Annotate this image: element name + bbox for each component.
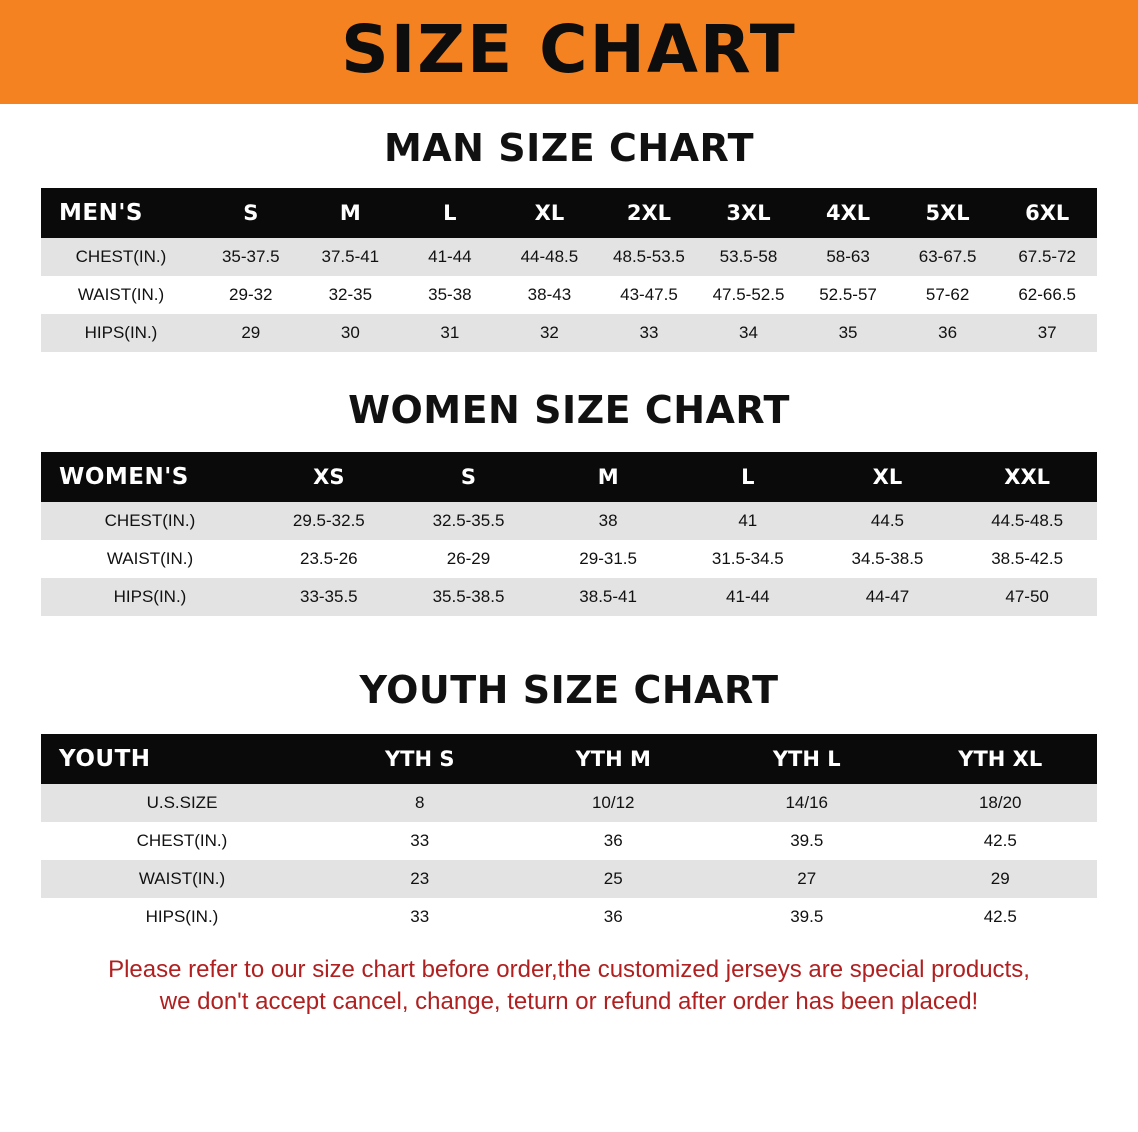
- cell: 41: [678, 502, 818, 540]
- banner-title: SIZE CHART: [341, 11, 797, 88]
- col-header-xxl: XXL: [957, 452, 1097, 502]
- cell: 32.5-35.5: [399, 502, 539, 540]
- man-size-table: [41, 188, 1097, 352]
- col-header-mens: MEN'S: [41, 188, 201, 238]
- cell: 29: [201, 314, 301, 352]
- cell: 34.5-38.5: [818, 540, 958, 578]
- cell: 35-38: [400, 276, 500, 314]
- cell: 31: [400, 314, 500, 352]
- cell: 57-62: [898, 276, 998, 314]
- cell: 35: [798, 314, 898, 352]
- cell: 36: [517, 898, 711, 936]
- cell: 33: [599, 314, 699, 352]
- table-row: [41, 540, 1097, 578]
- col-header-s: S: [201, 188, 301, 238]
- table-row: [41, 578, 1097, 616]
- col-header-s: S: [399, 452, 539, 502]
- women-size-table: [41, 452, 1097, 616]
- cell: 44-48.5: [500, 238, 600, 276]
- cell: 29: [904, 860, 1098, 898]
- col-header-2xl: 2XL: [599, 188, 699, 238]
- youth-section-title: YOUTH SIZE CHART: [359, 668, 779, 712]
- cell: 42.5: [904, 898, 1098, 936]
- cell: 53.5-58: [699, 238, 799, 276]
- disclaimer-note: [38, 954, 1100, 1019]
- cell: 44.5-48.5: [957, 502, 1097, 540]
- col-header-m: M: [538, 452, 678, 502]
- table-row: [41, 898, 1097, 936]
- table-row: [41, 784, 1097, 822]
- col-header-l: L: [678, 452, 818, 502]
- col-header-5xl: 5XL: [898, 188, 998, 238]
- table-row: [41, 238, 1097, 276]
- youth-table-wrap: [0, 734, 1138, 936]
- col-header-yth-l: YTH L: [710, 734, 904, 784]
- table-row: [41, 860, 1097, 898]
- col-header-yth-s: YTH S: [323, 734, 517, 784]
- cell: 34: [699, 314, 799, 352]
- row-label-chest: CHEST(IN.): [41, 238, 201, 276]
- col-header-6xl: 6XL: [997, 188, 1097, 238]
- cell: 27: [710, 860, 904, 898]
- cell: 44-47: [818, 578, 958, 616]
- cell: 38: [538, 502, 678, 540]
- col-header-yth-m: YTH M: [517, 734, 711, 784]
- disclaimer-line-2: we don't accept cancel, change, teturn or refund after order has been placed!: [159, 988, 979, 1016]
- table-row: [41, 314, 1097, 352]
- table-row: [41, 502, 1097, 540]
- cell: 47-50: [957, 578, 1097, 616]
- col-header-m: M: [301, 188, 401, 238]
- cell: 39.5: [710, 822, 904, 860]
- row-label-waist: WAIST(IN.): [41, 860, 323, 898]
- cell: 14/16: [710, 784, 904, 822]
- col-header-l: L: [400, 188, 500, 238]
- cell: 35-37.5: [201, 238, 301, 276]
- row-label-chest: CHEST(IN.): [41, 822, 323, 860]
- cell: 38.5-41: [538, 578, 678, 616]
- cell: 39.5: [710, 898, 904, 936]
- cell: 43-47.5: [599, 276, 699, 314]
- table-header-row: [41, 188, 1097, 238]
- cell: 32: [500, 314, 600, 352]
- man-section-title: MAN SIZE CHART: [383, 126, 755, 170]
- cell: 38-43: [500, 276, 600, 314]
- cell: 33-35.5: [259, 578, 399, 616]
- cell: 23: [323, 860, 517, 898]
- row-label-us-size: U.S.SIZE: [41, 784, 323, 822]
- cell: 47.5-52.5: [699, 276, 799, 314]
- women-section-title: WOMEN SIZE CHART: [348, 388, 790, 432]
- cell: 36: [517, 822, 711, 860]
- cell: 8: [323, 784, 517, 822]
- row-label-waist: WAIST(IN.): [41, 540, 259, 578]
- cell: 58-63: [798, 238, 898, 276]
- col-header-4xl: 4XL: [798, 188, 898, 238]
- cell: 35.5-38.5: [399, 578, 539, 616]
- col-header-3xl: 3XL: [699, 188, 799, 238]
- cell: 63-67.5: [898, 238, 998, 276]
- cell: 37.5-41: [301, 238, 401, 276]
- cell: 52.5-57: [798, 276, 898, 314]
- col-header-xs: XS: [259, 452, 399, 502]
- row-label-waist: WAIST(IN.): [41, 276, 201, 314]
- cell: 37: [997, 314, 1097, 352]
- row-label-chest: CHEST(IN.): [41, 502, 259, 540]
- table-header-row: [41, 452, 1097, 502]
- cell: 10/12: [517, 784, 711, 822]
- disclaimer-line-1: Please refer to our size chart before order,the customized jerseys are special products,: [108, 956, 1030, 983]
- cell: 23.5-26: [259, 540, 399, 578]
- col-header-womens: WOMEN'S: [41, 452, 259, 502]
- cell: 29-32: [201, 276, 301, 314]
- cell: 42.5: [904, 822, 1098, 860]
- cell: 44.5: [818, 502, 958, 540]
- cell: 38.5-42.5: [957, 540, 1097, 578]
- cell: 31.5-34.5: [678, 540, 818, 578]
- cell: 18/20: [904, 784, 1098, 822]
- cell: 33: [323, 822, 517, 860]
- cell: 32-35: [301, 276, 401, 314]
- cell: 30: [301, 314, 401, 352]
- cell: 48.5-53.5: [599, 238, 699, 276]
- col-header-xl: XL: [818, 452, 958, 502]
- row-label-hips: HIPS(IN.): [41, 898, 323, 936]
- cell: 62-66.5: [997, 276, 1097, 314]
- cell: 29-31.5: [538, 540, 678, 578]
- cell: 67.5-72: [997, 238, 1097, 276]
- table-header-row: [41, 734, 1097, 784]
- banner: [0, 0, 1138, 104]
- col-header-xl: XL: [500, 188, 600, 238]
- cell: 29.5-32.5: [259, 502, 399, 540]
- cell: 41-44: [400, 238, 500, 276]
- table-row: [41, 822, 1097, 860]
- row-label-hips: HIPS(IN.): [41, 578, 259, 616]
- table-row: [41, 276, 1097, 314]
- youth-size-table: [41, 734, 1097, 936]
- cell: 41-44: [678, 578, 818, 616]
- cell: 33: [323, 898, 517, 936]
- cell: 36: [898, 314, 998, 352]
- cell: 25: [517, 860, 711, 898]
- women-table-wrap: [0, 452, 1138, 616]
- cell: 26-29: [399, 540, 539, 578]
- col-header-youth: YOUTH: [41, 734, 323, 784]
- col-header-yth-xl: YTH XL: [904, 734, 1098, 784]
- row-label-hips: HIPS(IN.): [41, 314, 201, 352]
- man-table-wrap: [0, 188, 1138, 352]
